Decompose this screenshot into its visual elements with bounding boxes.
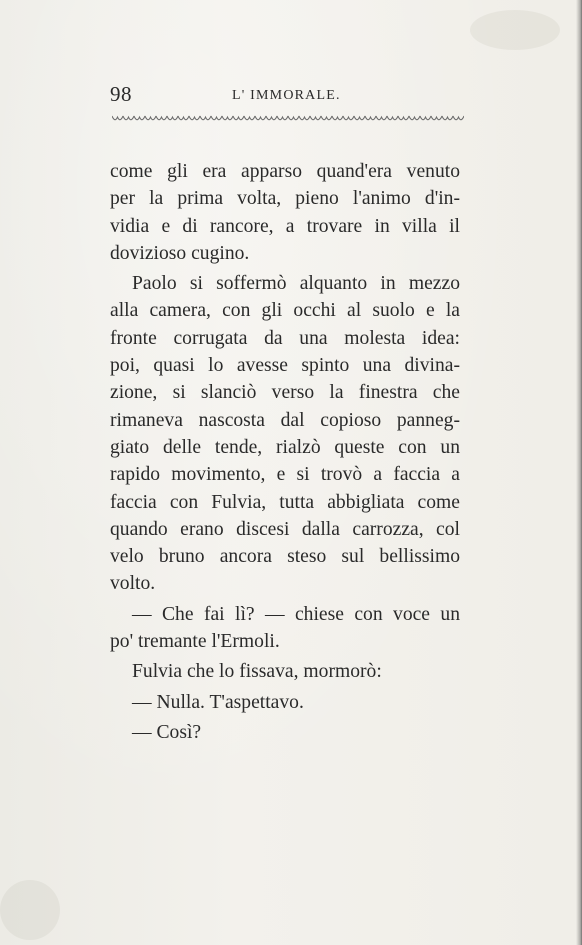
ornament-segment xyxy=(112,116,123,120)
text-line: zione, si slanciò verso la finestra che xyxy=(110,382,460,404)
text-line: come gli era apparso quand'era venuto xyxy=(110,161,460,182)
text-line: rapido movimento, e si trovò a faccia a xyxy=(110,464,460,486)
text-line: velo bruno ancora steso sul bellissimo xyxy=(110,546,460,568)
running-title: L' IMMORALE. xyxy=(232,88,341,103)
ornament-segment xyxy=(266,116,277,120)
ornament-segment xyxy=(453,116,464,120)
ornament-segment xyxy=(211,116,222,120)
text-line: — Che fai lì? — chiese con voce un xyxy=(132,603,460,625)
ornament-segment xyxy=(299,116,310,120)
ornament-segment xyxy=(387,116,398,120)
ornament-segment xyxy=(420,116,431,120)
text-line: per la prima volta, pieno l'animo d'in- xyxy=(110,188,460,210)
page-number: 98 xyxy=(110,82,132,106)
ornament-segment xyxy=(354,116,365,120)
text-line: Fulvia che lo fissava, mormorò: xyxy=(132,661,382,683)
ornamental-rule xyxy=(112,113,464,125)
ornament-segment xyxy=(310,116,321,120)
ornament-segment xyxy=(233,116,244,120)
ornament-segment xyxy=(365,116,376,120)
ornament-segment xyxy=(167,116,178,120)
text-line: dovizioso cugino. xyxy=(110,242,250,264)
text-line: rimaneva nascosta dal copioso panneg- xyxy=(110,409,460,431)
ornament-segment xyxy=(145,116,156,120)
ornament-segment xyxy=(409,116,420,120)
ornament-segment xyxy=(156,116,167,120)
text-line: vidia e di rancore, a trovare in villa il xyxy=(110,215,460,237)
text-line: Paolo si soffermò alquanto in mezzo xyxy=(132,273,460,295)
text-line: volto. xyxy=(110,573,156,595)
text-line: fronte corrugata da una molesta idea: xyxy=(110,327,460,349)
ornament-segment xyxy=(277,116,288,120)
page-edge-shadow xyxy=(576,0,582,945)
body-text xyxy=(110,158,460,746)
ornament-segment xyxy=(321,116,332,120)
text-line: po' tremante l'Ermoli. xyxy=(110,631,280,653)
ornament-segment xyxy=(200,116,211,120)
ornament-segment xyxy=(178,116,189,120)
ornament-segment xyxy=(255,116,266,120)
ornament-segment xyxy=(189,116,200,120)
ornament-segment xyxy=(431,116,442,120)
ornament-segment xyxy=(442,116,453,120)
ornament-segment xyxy=(332,116,343,120)
paper-stain xyxy=(470,10,560,50)
text-line: alla camera, con gli occhi al suolo e la xyxy=(110,300,460,322)
ornament-segment xyxy=(343,116,354,120)
text-line: — Nulla. T'aspettavo. xyxy=(132,691,304,713)
paper-stain xyxy=(0,880,60,940)
ornament-segment xyxy=(376,116,387,120)
ornament-segment xyxy=(288,116,299,120)
text-line: giato delle tende, rialzò queste con un xyxy=(110,436,460,458)
text-line: faccia con Fulvia, tutta abbigliata come xyxy=(110,491,460,513)
text-line: poi, quasi lo avesse spinto una divina- xyxy=(110,355,460,377)
text-line: — Così? xyxy=(132,721,202,743)
ornament-segment xyxy=(222,116,233,120)
ornament-segment xyxy=(398,116,409,120)
ornament-segment xyxy=(244,116,255,120)
ornament-segment xyxy=(123,116,134,120)
text-line: quando erano discesi dalla carrozza, col xyxy=(110,518,460,540)
ornament-segment xyxy=(134,116,145,120)
